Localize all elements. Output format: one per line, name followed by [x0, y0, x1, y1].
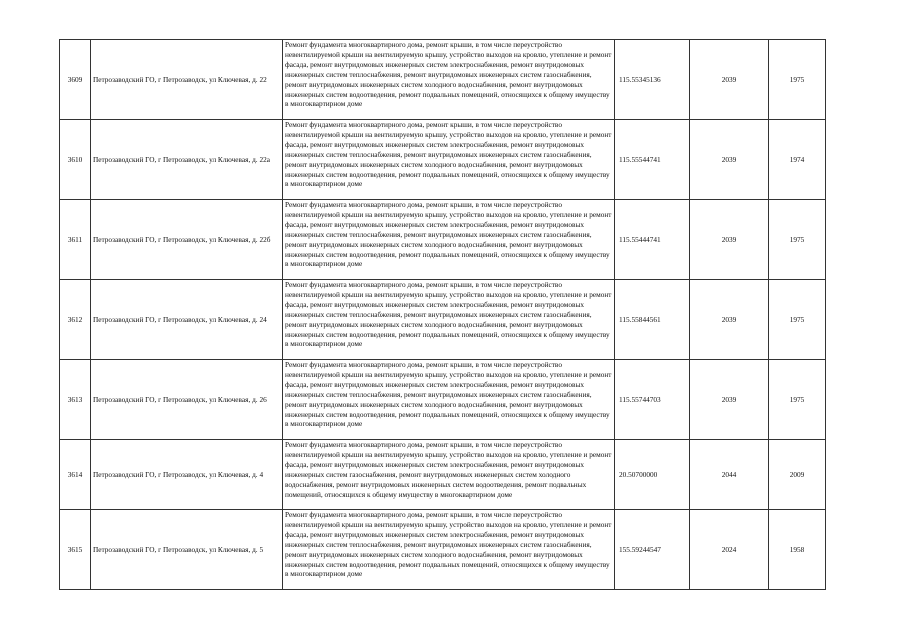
row-number: 3615: [60, 510, 91, 590]
table-row: [60, 440, 826, 510]
area-cell: 115.55744703: [615, 360, 690, 440]
area-cell: 115.55345136: [615, 40, 690, 120]
address-cell: Петрозаводский ГО, г Петрозаводск, ул Ключевая, д. 4: [91, 440, 283, 510]
works-cell: Ремонт фундамента многоквартирного дома, ремонт крыши, в том числе переустройство невентилируемой крыши на вентилируемую крышу, устройство выходов на кровлю, утепление и ремонт фасада, ремонт внутридомовых инженерных систем электроснабжения, ремонт внутридомовых инженерных систем теплоснабжения, ремонт внутридомовых инженерных систем газоснабжения, ремонт внутридомовых инженерных систем холодного водоснабжения, ремонт внутридомовых инженерных систем водоотведения, ремонт подвальных помещений, относящихся к общему имуществу в многоквартирном доме: [283, 510, 615, 590]
works-cell: Ремонт фундамента многоквартирного дома, ремонт крыши, в том числе переустройство невентилируемой крыши на вентилируемую крышу, устройство выходов на кровлю, утепление и ремонт фасада, ремонт внутридомовых инженерных систем электроснабжения, ремонт внутридомовых инженерных систем теплоснабжения, ремонт внутридомовых инженерных систем газоснабжения, ремонт внутридомовых инженерных систем холодного водоснабжения, ремонт внутридомовых инженерных систем водоотведения, ремонт подвальных помещений, относящихся к общему имуществу в многоквартирном доме: [283, 280, 615, 360]
build-year-cell: 1974: [769, 120, 826, 200]
repair-year-cell: 2044: [690, 440, 769, 510]
build-year-cell: 1975: [769, 360, 826, 440]
table-row: [60, 200, 826, 280]
works-cell: Ремонт фундамента многоквартирного дома, ремонт крыши, в том числе переустройство невентилируемой крыши на вентилируемую крышу, устройство выходов на кровлю, утепление и ремонт фасада, ремонт внутридомовых инженерных систем электроснабжения, ремонт внутридомовых инженерных систем теплоснабжения, ремонт внутридомовых инженерных систем газоснабжения, ремонт внутридомовых инженерных систем холодного водоснабжения, ремонт внутридомовых инженерных систем водоотведения, ремонт подвальных помещений, относящихся к общему имуществу в многоквартирном доме: [283, 200, 615, 280]
build-year-cell: 1958: [769, 510, 826, 590]
repair-year-cell: 2039: [690, 120, 769, 200]
repair-year-cell: 2024: [690, 510, 769, 590]
repair-year-cell: 2039: [690, 40, 769, 120]
area-cell: 115.55544741: [615, 120, 690, 200]
address-cell: Петрозаводский ГО, г Петрозаводск, ул Ключевая, д. 5: [91, 510, 283, 590]
address-cell: Петрозаводский ГО, г Петрозаводск, ул Ключевая, д. 22а: [91, 120, 283, 200]
area-cell: 20.50700000: [615, 440, 690, 510]
build-year-cell: 1975: [769, 200, 826, 280]
repair-year-cell: 2039: [690, 360, 769, 440]
table-row: [60, 510, 826, 590]
build-year-cell: 2009: [769, 440, 826, 510]
table-row: [60, 280, 826, 360]
address-cell: Петрозаводский ГО, г Петрозаводск, ул Ключевая, д. 22б: [91, 200, 283, 280]
area-cell: 115.55444741: [615, 200, 690, 280]
area-cell: 155.59244547: [615, 510, 690, 590]
works-cell: Ремонт фундамента многоквартирного дома, ремонт крыши, в том числе переустройство невентилируемой крыши на вентилируемую крышу, устройство выходов на кровлю, утепление и ремонт фасада, ремонт внутридомовых инженерных систем электроснабжения, ремонт внутридомовых инженерных систем теплоснабжения, ремонт внутридомовых инженерных систем газоснабжения, ремонт внутридомовых инженерных систем холодного водоснабжения, ремонт внутридомовых инженерных систем водоотведения, ремонт подвальных помещений, относящихся к общему имуществу в многоквартирном доме: [283, 120, 615, 200]
works-cell: Ремонт фундамента многоквартирного дома, ремонт крыши, в том числе переустройство невентилируемой крыши на вентилируемую крышу, устройство выходов на кровлю, утепление и ремонт фасада, ремонт внутридомовых инженерных систем электроснабжения, ремонт внутридомовых инженерных систем теплоснабжения, ремонт внутридомовых инженерных систем газоснабжения, ремонт внутридомовых инженерных систем холодного водоснабжения, ремонт внутридомовых инженерных систем водоотведения, ремонт подвальных помещений, относящихся к общему имуществу в многоквартирном доме: [283, 360, 615, 440]
repair-year-cell: 2039: [690, 200, 769, 280]
row-number: 3609: [60, 40, 91, 120]
works-cell: Ремонт фундамента многоквартирного дома, ремонт крыши, в том числе переустройство невентилируемой крыши на вентилируемую крышу, устройство выходов на кровлю, утепление и ремонт фасада, ремонт внутридомовых инженерных систем электроснабжения, ремонт внутридомовых инженерных систем газоснабжения, ремонт внутридомовых инженерных систем холодного водоснабжения, ремонт внутридомовых инженерных систем водоотведения, ремонт подвальных помещений, относящихся к общему имуществу в многоквартирном доме: [283, 440, 615, 510]
works-cell: Ремонт фундамента многоквартирного дома, ремонт крыши, в том числе переустройство невентилируемой крыши на вентилируемую крышу, устройство выходов на кровлю, утепление и ремонт фасада, ремонт внутридомовых инженерных систем электроснабжения, ремонт внутридомовых инженерных систем теплоснабжения, ремонт внутридомовых инженерных систем газоснабжения, ремонт внутридомовых инженерных систем холодного водоснабжения, ремонт внутридомовых инженерных систем водоотведения, ремонт подвальных помещений, относящихся к общему имуществу в многоквартирном доме: [283, 40, 615, 120]
table-row: [60, 40, 826, 120]
build-year-cell: 1975: [769, 280, 826, 360]
address-cell: Петрозаводский ГО, г Петрозаводск, ул Ключевая, д. 24: [91, 280, 283, 360]
table-row: [60, 360, 826, 440]
row-number: 3611: [60, 200, 91, 280]
row-number: 3612: [60, 280, 91, 360]
table-row: [60, 120, 826, 200]
capital-repair-table: [59, 39, 826, 590]
address-cell: Петрозаводский ГО, г Петрозаводск, ул Ключевая, д. 22: [91, 40, 283, 120]
build-year-cell: 1975: [769, 40, 826, 120]
row-number: 3610: [60, 120, 91, 200]
row-number: 3614: [60, 440, 91, 510]
area-cell: 115.55844561: [615, 280, 690, 360]
address-cell: Петрозаводский ГО, г Петрозаводск, ул Ключевая, д. 26: [91, 360, 283, 440]
repair-year-cell: 2039: [690, 280, 769, 360]
row-number: 3613: [60, 360, 91, 440]
